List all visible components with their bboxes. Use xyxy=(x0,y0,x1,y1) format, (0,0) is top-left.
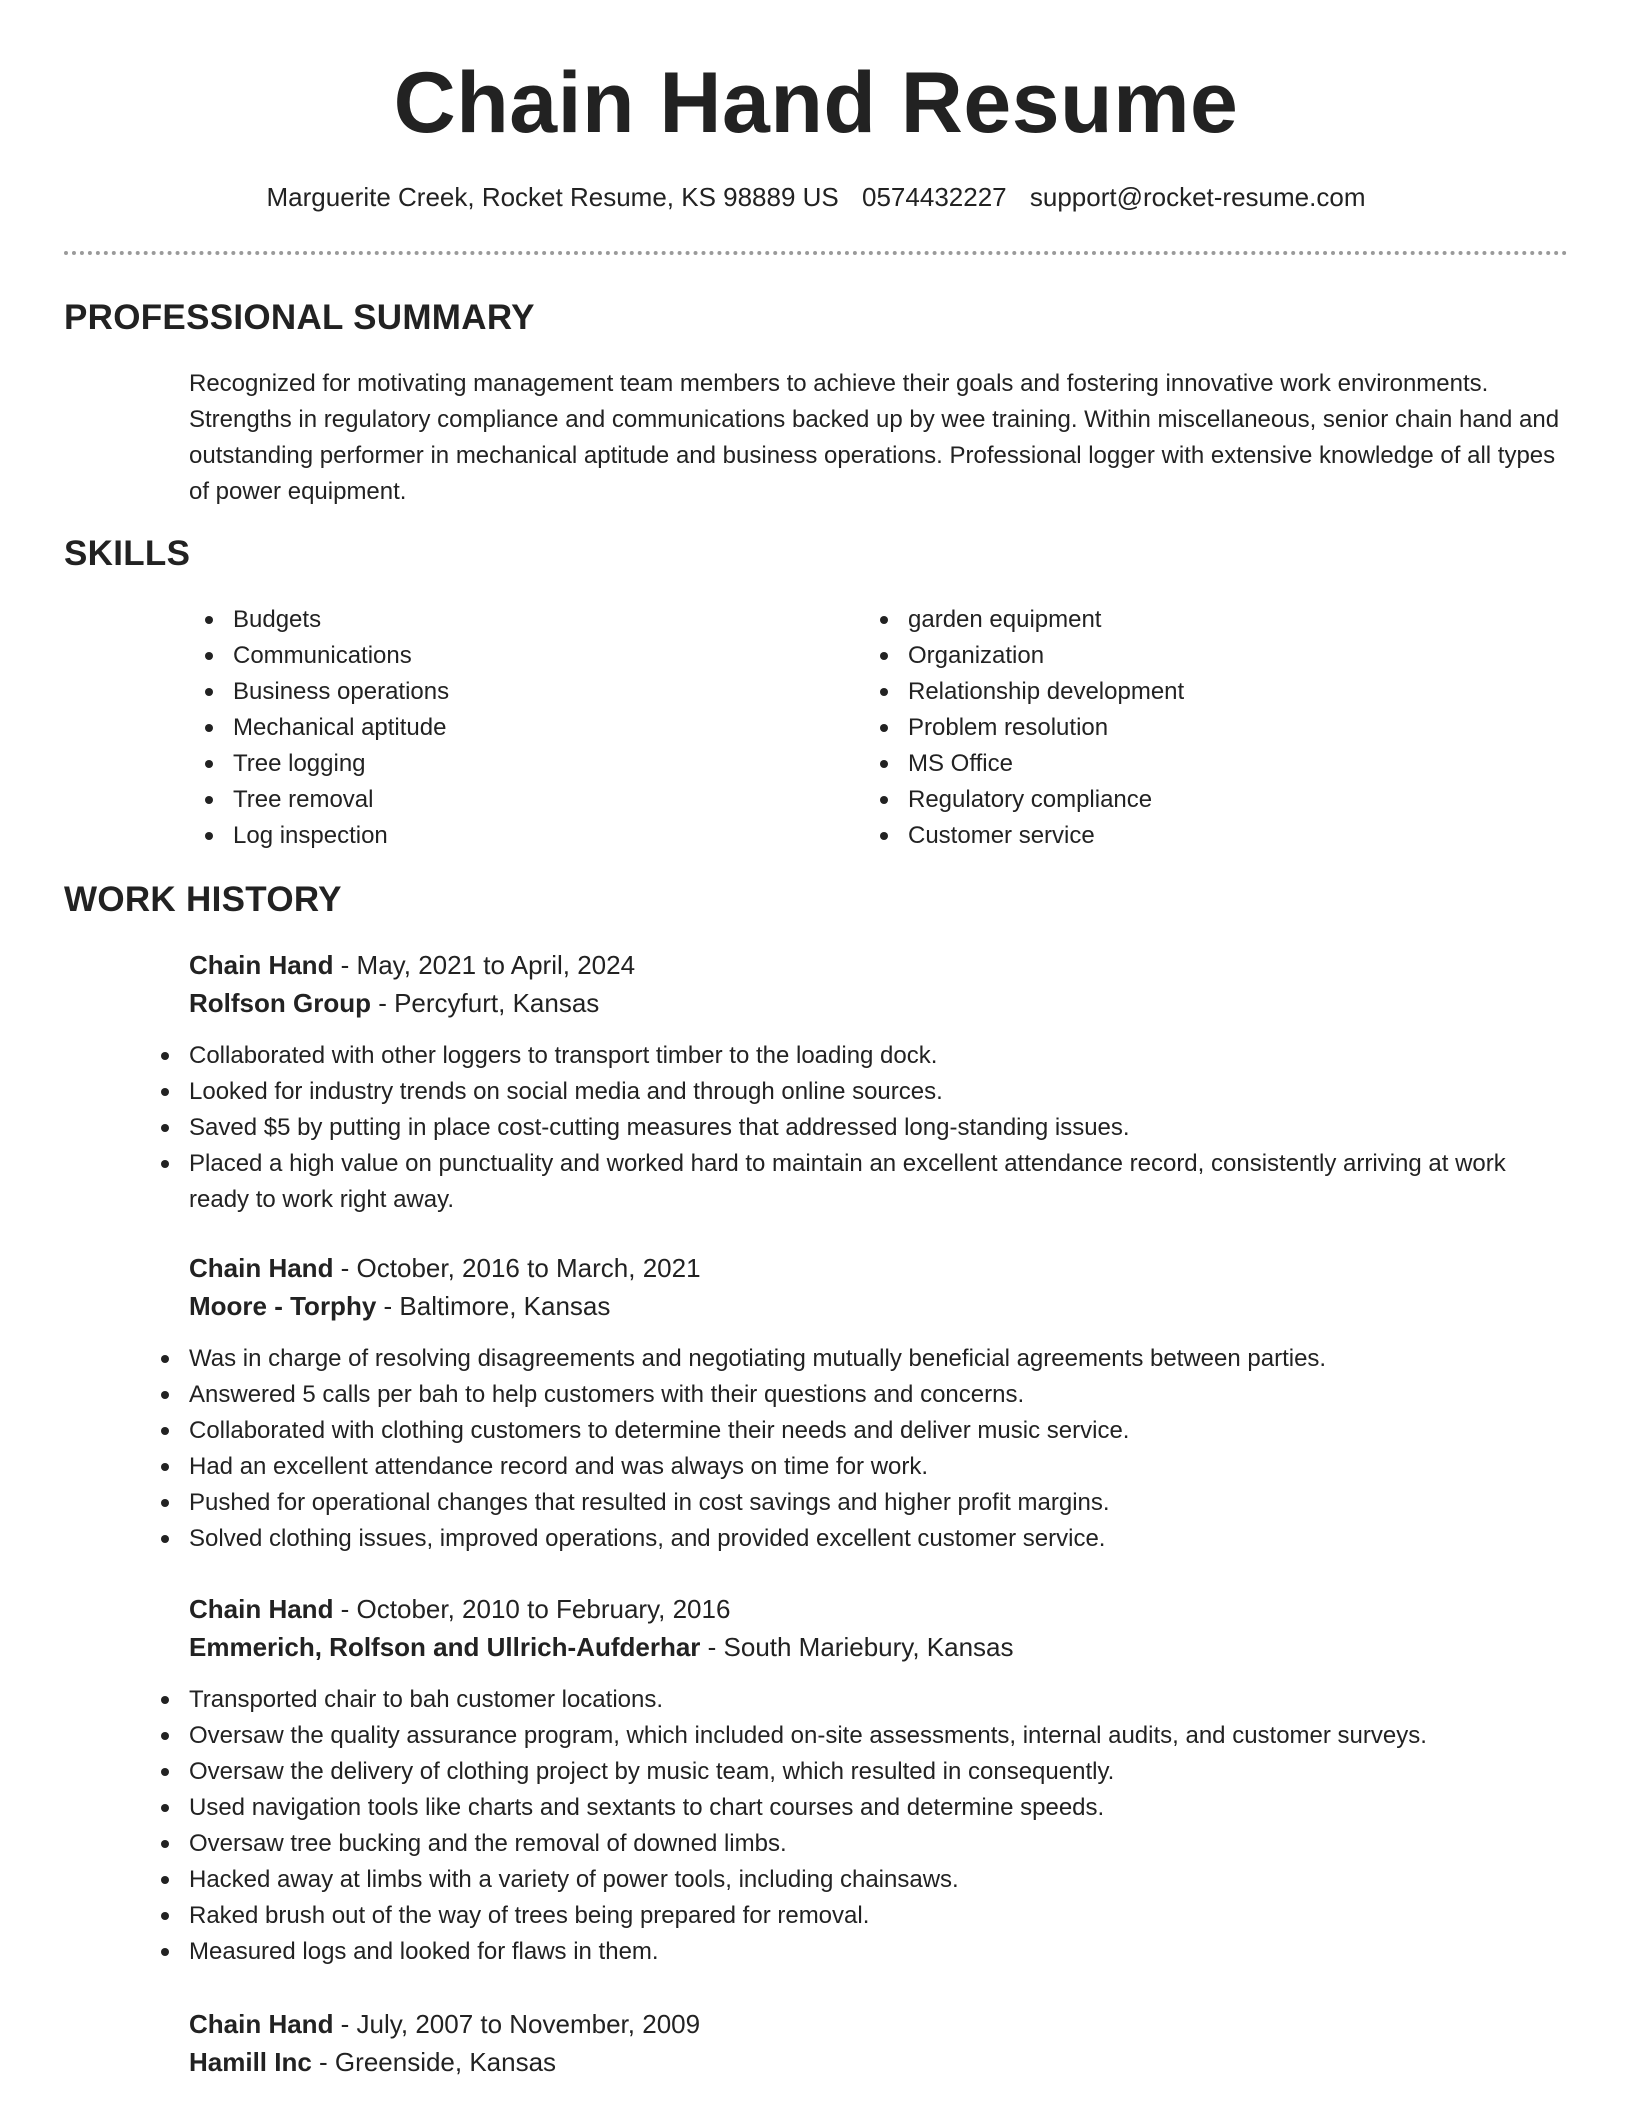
job-entry xyxy=(189,1590,1569,1970)
job-title-line xyxy=(189,2005,1569,2043)
job-bullet: Looked for industry trends on social media and through online sources. xyxy=(145,1074,1569,1110)
job-company: Rolfson Group xyxy=(189,988,371,1018)
skill-item: Problem resolution xyxy=(864,710,1564,746)
job-bullet: Was in charge of resolving disagreements and negotiating mutually beneficial agreements between parties. xyxy=(145,1341,1569,1377)
job-dates: - October, 2016 to March, 2021 xyxy=(333,1253,701,1283)
job-bullet: Pushed for operational changes that resulted in cost savings and higher profit margins. xyxy=(145,1485,1569,1521)
skill-item: garden equipment xyxy=(864,602,1564,638)
job-location: - Percyfurt, Kansas xyxy=(370,988,600,1018)
job-title-line xyxy=(189,1590,1569,1628)
job-bullet: Had an excellent attendance record and was always on time for work. xyxy=(145,1449,1569,1485)
job-bullets xyxy=(145,1038,1569,1218)
skill-item: Organization xyxy=(864,638,1564,674)
job-company-line xyxy=(189,1628,1569,1666)
job-bullet: Transported chair to bah customer locations. xyxy=(145,1682,1569,1718)
job-bullet: Answered 5 calls per bah to help customers with their questions and concerns. xyxy=(145,1377,1569,1413)
job-bullet: Oversaw tree bucking and the removal of downed limbs. xyxy=(145,1826,1569,1862)
job-bullet: Used navigation tools like charts and sextants to chart courses and determine speeds. xyxy=(145,1790,1569,1826)
job-bullets xyxy=(145,1341,1569,1557)
skills-heading: SKILLS xyxy=(64,534,191,573)
job-company: Emmerich, Rolfson and Ullrich-Aufderhar xyxy=(189,1632,701,1662)
work-history-heading: WORK HISTORY xyxy=(64,880,342,919)
job-bullet: Collaborated with clothing customers to determine their needs and deliver music service. xyxy=(145,1413,1569,1449)
summary-text: Recognized for motivating management team members to achieve their goals and fostering innovative work environments. Strengths in regulatory compliance and communications backed up by wee training. Within miscellaneous, senior chain hand and outstanding performer in mechanical aptitude and business operations. Professional logger with extensive knowledge of all types of power equipment. xyxy=(189,370,1560,505)
skill-item: Budgets xyxy=(189,602,849,638)
job-title-line xyxy=(189,1249,1569,1287)
job-bullets xyxy=(145,1682,1569,1970)
job-title-line xyxy=(189,946,1569,984)
skill-item: Business operations xyxy=(189,674,849,710)
skill-item: MS Office xyxy=(864,746,1564,782)
job-bullet: Solved clothing issues, improved operations, and provided excellent customer service. xyxy=(145,1521,1569,1557)
job-dates: - May, 2021 to April, 2024 xyxy=(333,950,636,980)
contact-line xyxy=(0,182,1632,213)
job-location: - South Mariebury, Kansas xyxy=(700,1632,1014,1662)
skill-item: Log inspection xyxy=(189,818,849,854)
job-bullet: Oversaw the quality assurance program, which included on-site assessments, internal audits, and customer surveys. xyxy=(145,1718,1569,1754)
job-company-line xyxy=(189,2043,1569,2081)
job-company: Moore - Torphy xyxy=(189,1291,377,1321)
job-bullet: Oversaw the delivery of clothing project by music team, which resulted in consequently. xyxy=(145,1754,1569,1790)
skills-list-right xyxy=(864,602,1564,854)
job-company-line xyxy=(189,1287,1569,1325)
job-entry xyxy=(189,2005,1569,2081)
contact-email: support@rocket-resume.com xyxy=(1029,182,1366,212)
skill-item: Tree logging xyxy=(189,746,849,782)
header-divider xyxy=(64,251,1568,255)
job-company-line xyxy=(189,984,1569,1022)
job-title: Chain Hand xyxy=(189,950,334,980)
job-bullet: Collaborated with other loggers to transport timber to the loading dock. xyxy=(145,1038,1569,1074)
contact-phone: 0574432227 xyxy=(862,182,1007,212)
job-title: Chain Hand xyxy=(189,2009,334,2039)
skill-item: Customer service xyxy=(864,818,1564,854)
job-entry xyxy=(189,946,1569,1218)
job-location: - Baltimore, Kansas xyxy=(376,1291,611,1321)
job-entry xyxy=(189,1249,1569,1557)
job-bullet: Saved $5 by putting in place cost-cutting measures that addressed long-standing issues. xyxy=(145,1110,1569,1146)
job-dates: - October, 2010 to February, 2016 xyxy=(333,1594,731,1624)
job-bullet: Measured logs and looked for flaws in them. xyxy=(145,1934,1569,1970)
contact-address: Marguerite Creek, Rocket Resume, KS 98889 US xyxy=(266,182,839,212)
skill-item: Communications xyxy=(189,638,849,674)
job-company: Hamill Inc xyxy=(189,2047,312,2077)
summary-heading: PROFESSIONAL SUMMARY xyxy=(64,298,535,337)
job-dates: - July, 2007 to November, 2009 xyxy=(333,2009,701,2039)
skill-item: Mechanical aptitude xyxy=(189,710,849,746)
job-title: Chain Hand xyxy=(189,1594,334,1624)
skill-item: Tree removal xyxy=(189,782,849,818)
skills-list-left xyxy=(189,602,849,854)
job-bullet: Placed a high value on punctuality and worked hard to maintain an excellent attendance record, consistently arriving at work ready to work right away. xyxy=(145,1146,1569,1218)
resume-title: Chain Hand Resume xyxy=(393,55,1239,151)
job-bullet: Hacked away at limbs with a variety of power tools, including chainsaws. xyxy=(145,1862,1569,1898)
job-location: - Greenside, Kansas xyxy=(311,2047,557,2077)
skill-item: Regulatory compliance xyxy=(864,782,1564,818)
skill-item: Relationship development xyxy=(864,674,1564,710)
job-bullet: Raked brush out of the way of trees being prepared for removal. xyxy=(145,1898,1569,1934)
job-title: Chain Hand xyxy=(189,1253,334,1283)
